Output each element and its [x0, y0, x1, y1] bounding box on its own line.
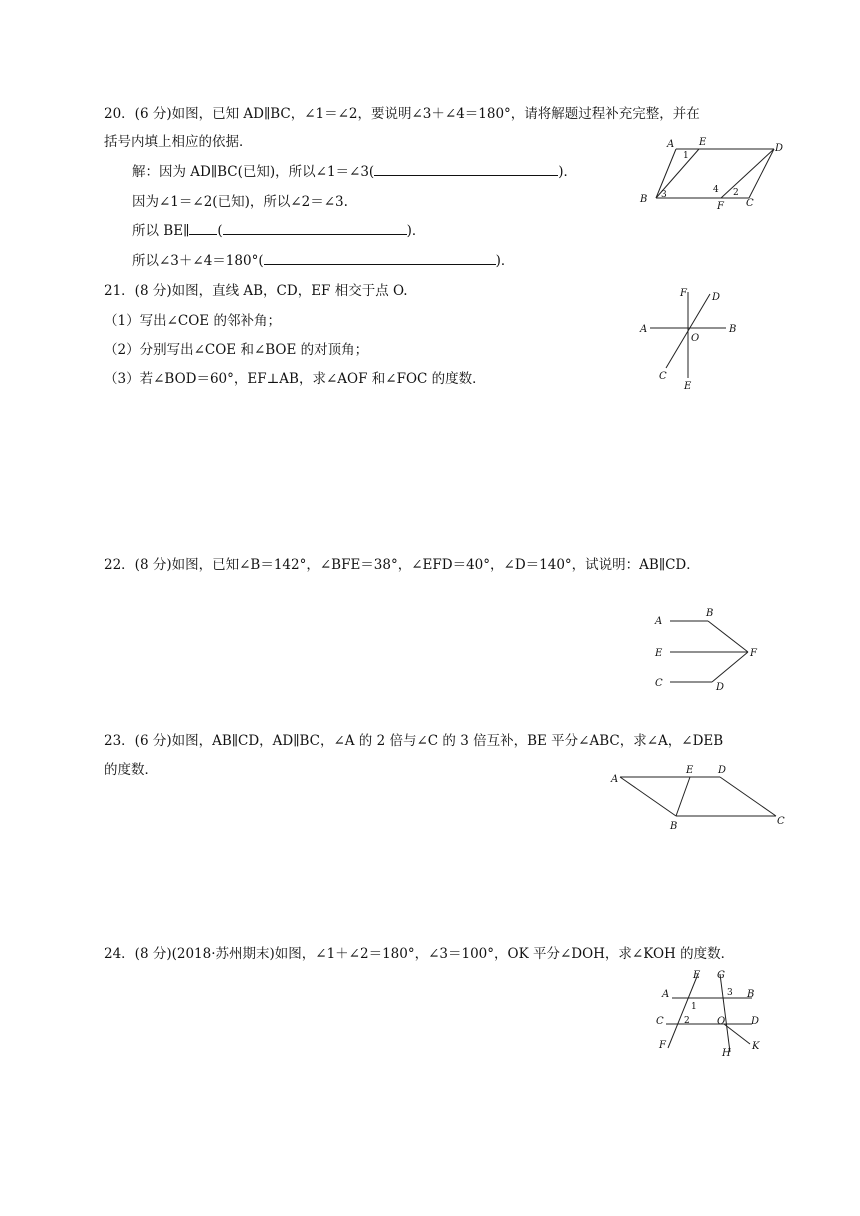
- q20-step1-end: )．: [558, 164, 577, 180]
- q21-label-C: C: [659, 371, 667, 382]
- q20-step1-text: 解：因为 AD∥BC(已知)，所以∠1＝∠3(: [132, 164, 375, 180]
- q24-label-D: D: [751, 1016, 760, 1027]
- q24-label-A: A: [662, 989, 670, 1000]
- q20-step3-end: )．: [406, 223, 426, 239]
- q20-figure: [636, 136, 786, 211]
- q23-figure: [606, 762, 786, 834]
- q24-label-C: C: [656, 1016, 664, 1027]
- q22-label-D: D: [716, 682, 725, 693]
- q20-angle-1: 1: [683, 151, 689, 161]
- q20-label-D: D: [775, 143, 784, 154]
- q22-label-C: C: [655, 678, 663, 689]
- q24-angle-3: 3: [727, 988, 733, 998]
- q21-label-F: F: [680, 288, 687, 299]
- q20-blank-4[interactable]: [264, 251, 496, 265]
- q21-label-D: D: [712, 292, 721, 303]
- q20-stem-line1: 20．(6 分)如图，已知 AD∥BC，∠1＝∠2，要说明∠3＋∠4＝180°，请将解题过程补充完整，并在: [104, 106, 700, 122]
- q24-label-G: G: [717, 970, 725, 981]
- q24-label-H: H: [722, 1048, 731, 1059]
- q24-label-K: K: [752, 1041, 760, 1052]
- q21-label-E: E: [684, 381, 692, 392]
- q22-label-E: E: [655, 648, 663, 659]
- q21-label-A: A: [640, 324, 648, 335]
- q20-step2: 因为∠1＝∠2(已知)，所以∠2＝∠3.: [132, 194, 348, 210]
- q20-step4: [132, 251, 514, 271]
- q21-stem: 21．(8 分)如图，直线 AB，CD，EF 相交于点 O.: [104, 283, 408, 299]
- q24-label-E: E: [693, 970, 701, 981]
- q22-label-A: A: [655, 616, 663, 627]
- q21-part3: （3）若∠BOD＝60°，EF⊥AB，求∠AOF 和∠FOC 的度数．: [104, 371, 486, 387]
- q20-step3-paren: (: [217, 223, 223, 239]
- q20-step4-text: 所以∠3＋∠4＝180°(: [132, 253, 264, 269]
- q21-label-O: O: [691, 333, 700, 344]
- q20-blank-1[interactable]: [374, 162, 558, 176]
- q22-label-B: B: [706, 608, 714, 619]
- q20-label-F: F: [717, 201, 724, 212]
- q20-stem-line2: 括号内填上相应的依据．: [104, 134, 253, 150]
- q21-label-B: B: [729, 324, 737, 335]
- q20-label-E: E: [699, 137, 707, 148]
- q23-label-E: E: [686, 765, 694, 776]
- q20-label-B: B: [640, 194, 648, 205]
- q23-label-A: A: [611, 774, 619, 785]
- q20-step3-text: 所以 BE∥: [132, 223, 190, 239]
- q23-label-B: B: [670, 821, 678, 832]
- q21-part2: （2）分别写出∠COE 和∠BOE 的对顶角；: [104, 342, 369, 358]
- q23-label-D: D: [718, 765, 727, 776]
- q20-label-C: C: [746, 198, 754, 209]
- q24-label-B: B: [747, 989, 755, 1000]
- q20-blank-3[interactable]: [223, 221, 407, 235]
- q24-label-F: F: [659, 1040, 666, 1051]
- q21-part1: （1）写出∠COE 的邻补角；: [104, 313, 281, 329]
- q24-angle-1: 1: [691, 1002, 697, 1012]
- q20-step1: [132, 162, 577, 182]
- q20-label-A: A: [667, 139, 675, 150]
- q20-step3: [132, 221, 425, 241]
- q22-stem: 22．(8 分)如图，已知∠B＝142°，∠BFE＝38°，∠EFD＝40°，∠D＝140°，试说明：AB∥CD．: [104, 557, 700, 573]
- q23-label-C: C: [777, 816, 785, 827]
- q24-label-O: O: [717, 1016, 726, 1027]
- q21-figure: [636, 284, 746, 394]
- q20-angle-3: 3: [661, 190, 667, 200]
- q20-angle-2: 2: [733, 188, 739, 198]
- q20-angle-4: 4: [713, 185, 719, 195]
- q24-angle-2: 2: [684, 1016, 690, 1026]
- q24-stem: 24．(8 分)(2018·苏州期末)如图，∠1＋∠2＝180°，∠3＝100°，OK 平分∠DOH，求∠KOH 的度数．: [104, 946, 735, 962]
- q20-blank-2[interactable]: [189, 221, 217, 235]
- q22-label-F: F: [750, 648, 757, 659]
- q24-figure: [652, 968, 768, 1062]
- q23-stem-line1: 23．(6 分)如图，AB∥CD，AD∥BC，∠A 的 2 倍与∠C 的 3 倍互补，BE 平分∠ABC，求∠A，∠DEB: [104, 733, 724, 749]
- q22-figure: [650, 606, 760, 696]
- q23-stem-line2: 的度数．: [104, 762, 158, 778]
- q20-step4-end: )．: [495, 253, 515, 269]
